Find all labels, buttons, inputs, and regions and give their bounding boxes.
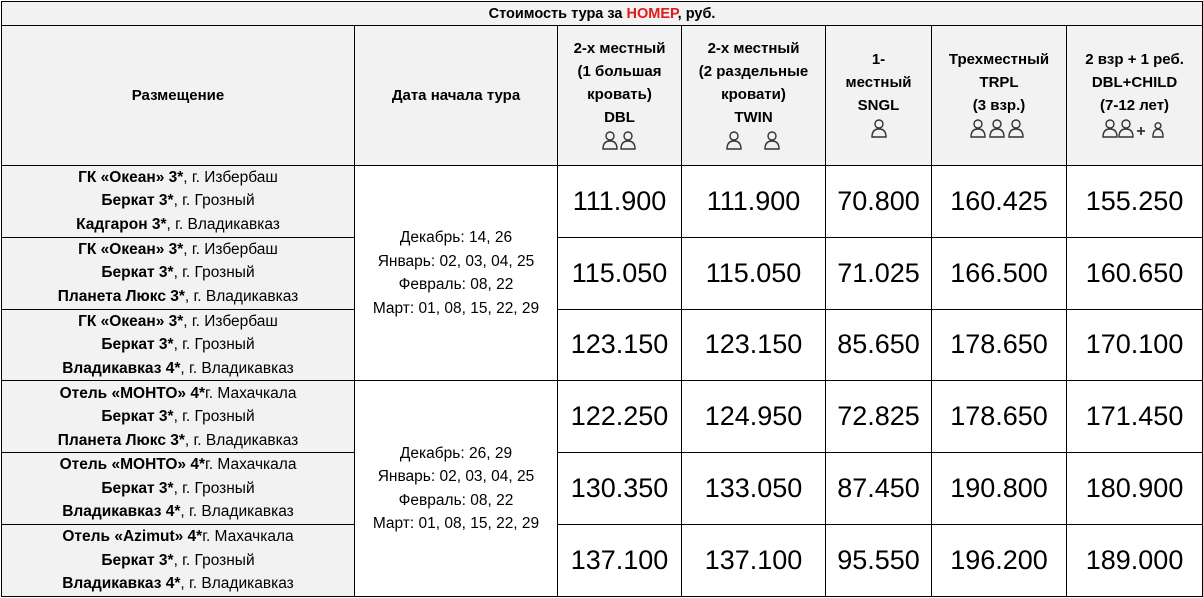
price-value: 95.550 <box>826 525 932 597</box>
price-header-line: кровати) <box>721 85 786 103</box>
price-value: 123.150 <box>682 309 826 381</box>
tour-date-line: Январь: 02, 03, 04, 25 <box>377 252 535 270</box>
hotel-name: Планета Люкс 3* <box>57 287 185 305</box>
tour-date-line: Март: 01, 08, 15, 22, 29 <box>372 299 540 317</box>
header-row <box>2 26 1203 166</box>
hotel-line <box>2 525 354 549</box>
hotel-name: ГК «Океан» 3* <box>78 168 184 186</box>
three-adults-icon <box>932 118 1066 142</box>
table-row <box>2 525 1203 597</box>
price-header <box>682 26 826 166</box>
price-header <box>826 26 932 166</box>
hotel-line <box>2 166 354 190</box>
price-value: 70.800 <box>826 165 932 237</box>
price-value: 122.250 <box>558 381 682 453</box>
hotel-name: Кадгарон 3* <box>76 215 167 233</box>
hotel-name: Беркат 3* <box>101 336 174 354</box>
hotel-name: ГК «Океан» 3* <box>78 312 184 330</box>
hotel-line <box>2 357 354 381</box>
hotel-name: Отель «МОНТО» 4* <box>59 384 206 402</box>
tour-date-line: Март: 01, 08, 15, 22, 29 <box>372 515 540 533</box>
two-adults-icon <box>558 130 681 154</box>
price-value: 180.900 <box>1067 453 1203 525</box>
hotel-cell <box>2 525 355 597</box>
hotel-name: Владикавказ 4* <box>62 359 181 377</box>
price-value: 166.500 <box>932 237 1067 309</box>
price-value: 137.100 <box>558 525 682 597</box>
price-value: 178.650 <box>932 381 1067 453</box>
hotel-line <box>2 213 354 237</box>
hotel-name: ГК «Океан» 3* <box>78 240 184 258</box>
price-header-line: кровать) <box>587 85 652 103</box>
hotel-city: , г. Избербаш <box>183 168 278 186</box>
price-header <box>932 26 1067 166</box>
table-title <box>2 2 1203 26</box>
price-value: 71.025 <box>826 237 932 309</box>
tour-date-line: Февраль: 08, 22 <box>398 276 514 294</box>
price-value: 160.650 <box>1067 237 1203 309</box>
hotel-name: Владикавказ 4* <box>62 575 181 593</box>
price-value: 123.150 <box>558 309 682 381</box>
price-header-line: 2-х местный <box>707 39 800 57</box>
hotel-name: Планета Люкс 3* <box>57 431 185 449</box>
price-value: 124.950 <box>682 381 826 453</box>
price-header-line: DBL <box>604 108 635 126</box>
hotel-city: г. Махачкала <box>202 528 294 546</box>
title-highlight: НОМЕР <box>626 5 678 22</box>
hotel-line <box>2 333 354 357</box>
table-row <box>2 237 1203 309</box>
price-value: 111.900 <box>682 165 826 237</box>
price-header-line: (1 большая <box>577 62 662 80</box>
hotel-city: , г. Избербаш <box>183 240 278 258</box>
placement-header: Размещение <box>2 26 355 166</box>
hotel-line <box>2 382 354 406</box>
hotel-city: , г. Грозный <box>173 192 255 210</box>
hotel-name: Беркат 3* <box>101 479 174 497</box>
price-header <box>1067 26 1203 166</box>
price-value: 189.000 <box>1067 525 1203 597</box>
hotel-name: Отель «Azimut» 4* <box>62 528 203 546</box>
hotel-name: Беркат 3* <box>101 408 174 426</box>
price-value: 85.650 <box>826 309 932 381</box>
hotel-city: , г. Владикавказ <box>184 287 299 305</box>
hotel-city: г. Махачкала <box>205 456 297 474</box>
table-row <box>2 453 1203 525</box>
table-row <box>2 381 1203 453</box>
hotel-line <box>2 310 354 334</box>
price-header-line: 2-х местный <box>573 39 666 57</box>
price-header-line: местный <box>845 74 912 92</box>
price-header-line: (3 взр.) <box>972 97 1026 115</box>
price-value: 111.900 <box>558 165 682 237</box>
hotel-city: , г. Владикавказ <box>180 359 294 377</box>
price-value: 171.450 <box>1067 381 1203 453</box>
hotel-city: , г. Владикавказ <box>184 431 299 449</box>
price-header <box>558 26 682 166</box>
price-table <box>1 1 1203 597</box>
price-value: 190.800 <box>932 453 1067 525</box>
hotel-city: , г. Владикавказ <box>180 575 294 593</box>
price-header-line: TRPL <box>979 74 1019 92</box>
price-value: 155.250 <box>1067 165 1203 237</box>
hotel-city: г. Махачкала <box>205 384 297 402</box>
price-value: 178.650 <box>932 309 1067 381</box>
hotel-city: , г. Владикавказ <box>180 503 294 521</box>
hotel-line <box>2 405 354 429</box>
single-adult-icon <box>826 118 931 142</box>
date-header: Дата начала тура <box>355 26 558 166</box>
hotel-name: Беркат 3* <box>101 192 174 210</box>
hotel-city: , г. Грозный <box>173 264 255 282</box>
price-header-line: Трехместный <box>948 51 1050 69</box>
price-value: 137.100 <box>682 525 826 597</box>
title-prefix: Стоимость тура за <box>488 5 627 22</box>
hotel-city: , г. Грозный <box>173 408 255 426</box>
price-value: 160.425 <box>932 165 1067 237</box>
hotel-name: Отель «МОНТО» 4* <box>59 456 206 474</box>
price-value: 87.450 <box>826 453 932 525</box>
table-row <box>2 165 1203 237</box>
price-header-line: 1- <box>871 51 886 69</box>
hotel-line <box>2 429 354 453</box>
hotel-line <box>2 189 354 213</box>
price-value: 72.825 <box>826 381 932 453</box>
hotel-cell <box>2 237 355 309</box>
tour-dates-cell <box>355 165 558 381</box>
price-value: 130.350 <box>558 453 682 525</box>
hotel-city: , г. Владикавказ <box>166 215 280 233</box>
hotel-line <box>2 453 354 477</box>
hotel-line <box>2 261 354 285</box>
hotel-city: , г. Грозный <box>173 551 255 569</box>
tour-date-line: Декабрь: 26, 29 <box>399 444 513 462</box>
hotel-city: , г. Грозный <box>173 336 255 354</box>
hotel-line <box>2 477 354 501</box>
hotel-cell <box>2 165 355 237</box>
hotel-name: Владикавказ 4* <box>62 503 181 521</box>
price-value: 115.050 <box>558 237 682 309</box>
price-header-line: 2 взр + 1 реб. <box>1085 51 1184 69</box>
price-value: 170.100 <box>1067 309 1203 381</box>
tour-date-line: Декабрь: 14, 26 <box>399 229 513 247</box>
price-value: 133.050 <box>682 453 826 525</box>
hotel-cell <box>2 309 355 381</box>
title-row <box>2 2 1203 26</box>
table-row <box>2 309 1203 381</box>
price-header-line: (2 раздельные <box>698 62 809 80</box>
price-header-line: (7-12 лет) <box>1100 97 1170 115</box>
adults-plus-child-icon <box>1067 118 1202 142</box>
hotel-cell <box>2 381 355 453</box>
hotel-cell <box>2 453 355 525</box>
hotel-city: , г. Избербаш <box>183 312 278 330</box>
hotel-line <box>2 500 354 524</box>
hotel-line <box>2 285 354 309</box>
hotel-line <box>2 549 354 573</box>
tour-dates-cell <box>355 381 558 597</box>
hotel-name: Беркат 3* <box>101 264 174 282</box>
price-value: 196.200 <box>932 525 1067 597</box>
price-header-line: TWIN <box>734 108 773 126</box>
price-header-line: SNGL <box>857 97 900 115</box>
hotel-city: , г. Грозный <box>173 479 255 497</box>
hotel-name: Беркат 3* <box>101 551 174 569</box>
twin-adults-icon <box>682 130 825 154</box>
title-suffix: , руб. <box>677 5 716 22</box>
tour-date-line: Январь: 02, 03, 04, 25 <box>377 468 535 486</box>
price-value: 115.050 <box>682 237 826 309</box>
hotel-line <box>2 238 354 262</box>
tour-date-line: Февраль: 08, 22 <box>398 491 514 509</box>
price-header-line: DBL+CHILD <box>1091 74 1178 92</box>
hotel-line <box>2 572 354 596</box>
